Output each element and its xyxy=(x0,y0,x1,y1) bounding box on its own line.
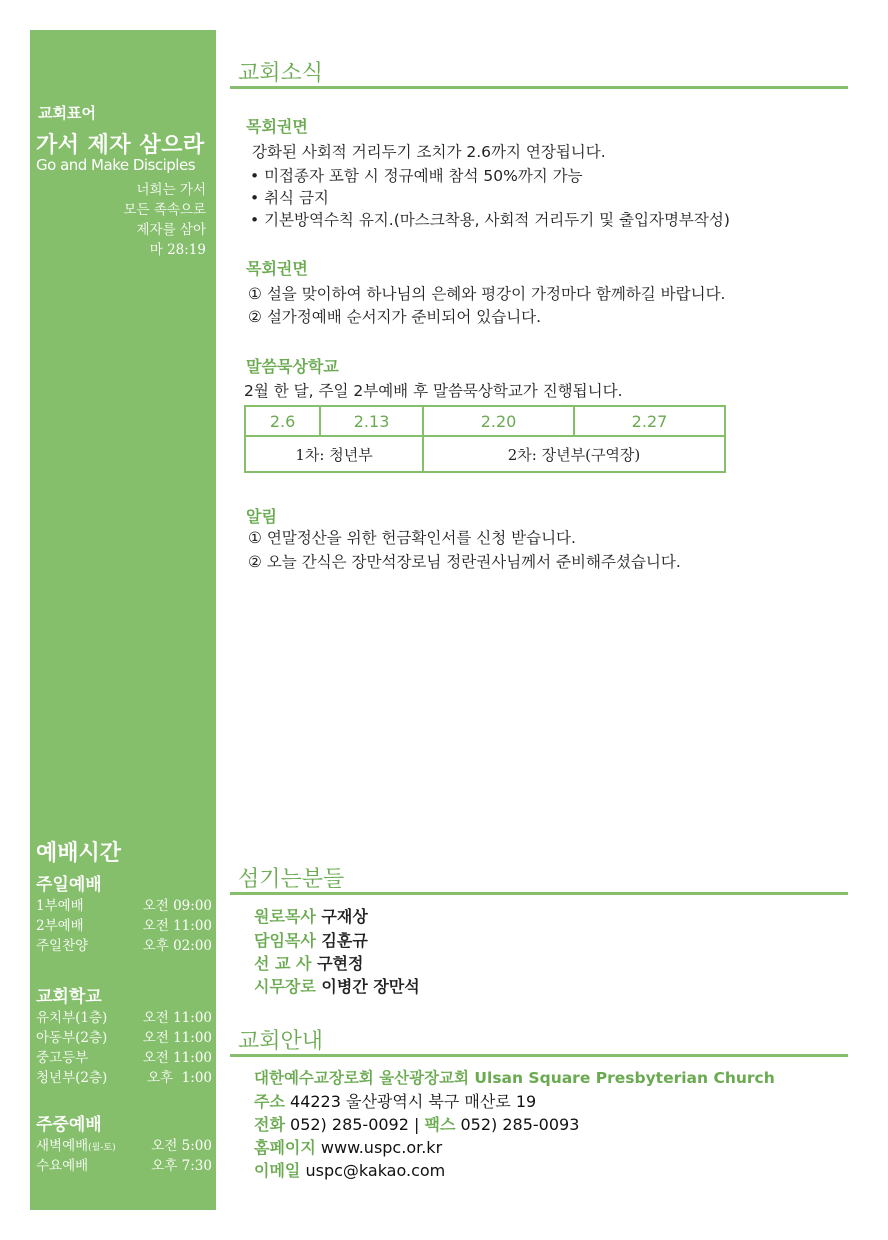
servant-row xyxy=(254,904,368,927)
dawn-days: (월-토) xyxy=(88,1143,116,1153)
service-time: 오전 5:00 xyxy=(151,1138,212,1154)
service-time: 오후 1:00 xyxy=(147,1070,212,1086)
servant-row xyxy=(254,974,420,997)
schedule-row xyxy=(36,916,212,936)
church-full-name: 대한예수교장로회 울산광장교회 Ulsan Square Presbyterian Church xyxy=(254,1069,775,1087)
servant-row xyxy=(254,951,363,974)
table-cell: 2.20 xyxy=(423,406,574,436)
weekday-worship-title: 주중예배 xyxy=(36,1115,102,1135)
fax-label: 팩스 xyxy=(424,1115,456,1134)
service-name: 유치부(1층) xyxy=(36,1010,108,1026)
servants-title: 섬기는분들 xyxy=(238,867,345,892)
servant-row xyxy=(254,928,368,951)
service-name: 2부예배 xyxy=(36,918,84,934)
news-line: ② 오늘 간식은 장만석장로님 정란권사님께서 준비해주셨습니다. xyxy=(248,553,681,571)
email-label: 이메일 xyxy=(254,1161,301,1180)
service-name: 청년부(2층) xyxy=(36,1070,108,1086)
table-cell: 2.27 xyxy=(574,406,725,436)
pastoral-note-title: 목회권면 xyxy=(246,117,308,136)
schedule-row xyxy=(36,1068,212,1088)
news-line: ① 연말정산을 위한 헌금확인서를 신청 받습니다. xyxy=(248,529,576,547)
table-row xyxy=(245,406,725,436)
servant-name: 구현정 xyxy=(317,954,364,973)
phone-value: 052) 285-0092 | xyxy=(290,1115,420,1134)
service-time: 오후 02:00 xyxy=(142,938,212,954)
email-link[interactable]: uspc@kakao.com xyxy=(305,1161,446,1180)
schedule-row xyxy=(36,1156,212,1176)
verse-line: 제자를 삼아 xyxy=(136,222,206,238)
verse-line: 모든 족속으로 xyxy=(123,202,206,218)
service-time: 오전 11:00 xyxy=(142,1050,212,1066)
service-time: 오후 7:30 xyxy=(151,1158,212,1174)
church-school-title: 교회학교 xyxy=(36,987,102,1007)
worship-times-title: 예배시간 xyxy=(36,841,122,866)
service-name xyxy=(36,1136,116,1158)
table-cell: 1차: 청년부 xyxy=(245,436,423,472)
service-name: 아동부(2층) xyxy=(36,1030,108,1046)
news-line: 2월 한 달, 주일 2부예배 후 말씀묵상학교가 진행됩니다. xyxy=(244,382,623,400)
table-cell: 2.6 xyxy=(245,406,320,436)
homepage-label: 홈페이지 xyxy=(254,1138,316,1157)
motto-heading: 교회표어 xyxy=(38,104,96,122)
section-divider xyxy=(230,1054,848,1057)
sidebar xyxy=(30,30,216,1210)
servant-role: 원로목사 xyxy=(254,907,316,926)
news-line: ② 설가정예배 순서지가 준비되어 있습니다. xyxy=(248,308,542,326)
news-line: • 미접종자 포함 시 정규예배 참석 50%까지 가능 xyxy=(250,167,583,185)
section-divider xyxy=(230,892,848,895)
schedule-row xyxy=(36,936,212,956)
table-cell: 2차: 장년부(구역장) xyxy=(423,436,725,472)
meditation-schedule-table xyxy=(244,405,726,473)
sunday-worship-title: 주일예배 xyxy=(36,875,102,895)
pastoral-note-title: 목회권면 xyxy=(246,259,308,278)
meditation-school-title: 말씀묵상학교 xyxy=(246,357,339,376)
section-divider xyxy=(230,86,848,89)
email-row xyxy=(254,1158,445,1181)
address-label: 주소 xyxy=(254,1092,285,1111)
motto-title: 가서 제자 삼으라 xyxy=(36,133,205,158)
service-time: 오전 11:00 xyxy=(142,1010,212,1026)
news-line: • 기본방역수칙 유지.(마스크착용, 사회적 거리두기 및 출입자명부작성) xyxy=(250,211,730,229)
servant-role: 선 교 사 xyxy=(254,954,312,973)
address-row xyxy=(254,1089,536,1112)
servant-name: 이병간 장만석 xyxy=(321,977,420,996)
verse-line: 너희는 가서 xyxy=(136,182,206,198)
schedule-row xyxy=(36,1008,212,1028)
guide-title: 교회안내 xyxy=(238,1029,324,1054)
servant-name: 구재상 xyxy=(321,907,368,926)
service-name: 수요예배 xyxy=(36,1158,89,1174)
schedule-row xyxy=(36,1028,212,1048)
phone-label: 전화 xyxy=(254,1115,285,1134)
service-time: 오전 11:00 xyxy=(142,918,212,934)
servant-role: 담임목사 xyxy=(254,931,316,950)
service-name: 1부예배 xyxy=(36,898,84,914)
dawn-name: 새벽예배 xyxy=(36,1138,89,1154)
schedule-row xyxy=(36,1048,212,1068)
service-time: 오전 11:00 xyxy=(142,1030,212,1046)
verse-reference: 마 28:19 xyxy=(149,242,206,258)
motto-english: Go and Make Disciples xyxy=(36,156,196,174)
schedule-row xyxy=(36,896,212,916)
news-line: ① 설을 맞이하여 하나님의 은혜와 평강이 가정마다 함께하길 바랍니다. xyxy=(248,285,726,303)
notice-title: 알림 xyxy=(246,507,277,526)
contact-row xyxy=(254,1112,579,1135)
schedule-row xyxy=(36,1136,212,1158)
service-name: 중고등부 xyxy=(36,1050,89,1066)
table-row xyxy=(245,436,725,472)
address-value: 44223 울산광역시 북구 매산로 19 xyxy=(290,1092,537,1111)
service-name: 주일찬양 xyxy=(36,938,89,954)
motto-verse xyxy=(36,180,206,260)
news-line: 강화된 사회적 거리두기 조치가 2.6까지 연장됩니다. xyxy=(252,143,606,161)
servant-name: 김훈규 xyxy=(321,931,368,950)
homepage-link[interactable]: www.uspc.or.kr xyxy=(320,1138,443,1157)
servant-role: 시무장로 xyxy=(254,977,316,996)
news-line: • 취식 금지 xyxy=(250,189,329,207)
homepage-row xyxy=(254,1135,442,1158)
news-title: 교회소식 xyxy=(238,61,324,86)
fax-value: 052) 285-0093 xyxy=(460,1115,580,1134)
service-time: 오전 09:00 xyxy=(142,898,212,914)
table-cell: 2.13 xyxy=(320,406,423,436)
